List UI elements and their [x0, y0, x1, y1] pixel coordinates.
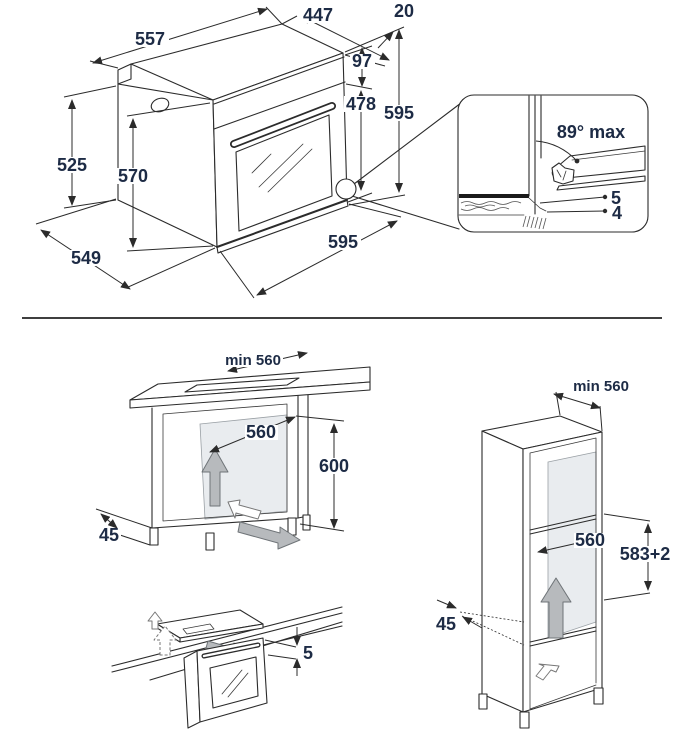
dim-label-min560-tall: min 560	[573, 378, 629, 395]
dim-label-447: 447	[302, 5, 334, 25]
label-gap-5: 5	[610, 188, 622, 208]
oven-back-notch	[118, 64, 131, 84]
dim-label-45-tall: 45	[435, 614, 457, 634]
dim-label-560-tall: 560	[574, 530, 606, 550]
dim-label-595-right: 595	[383, 103, 415, 123]
dim-label-549: 549	[70, 248, 102, 268]
cabinet-leg	[594, 688, 603, 704]
dim-label-20: 20	[393, 1, 415, 21]
tall-side-face	[482, 431, 523, 712]
dim-label-min560-base: min 560	[225, 352, 281, 369]
label-gap-4: 4	[611, 203, 623, 223]
dim-label-478: 478	[345, 94, 377, 114]
cabinet-leg	[206, 533, 214, 550]
cabinet-leg	[303, 515, 310, 530]
hinge-callout-circle	[336, 179, 356, 199]
worktop-edge	[459, 194, 529, 198]
dim-label-560-base: 560	[245, 422, 277, 442]
dim-label-570: 570	[117, 166, 149, 186]
callout-line-bottom	[352, 196, 459, 229]
cabinet-leg	[520, 712, 529, 728]
label-89-max: 89° max	[556, 122, 626, 142]
tall-cabinet-view	[436, 378, 670, 728]
dim-label-97: 97	[351, 51, 373, 71]
dim-label-557: 557	[134, 29, 166, 49]
dim-label-45-base: 45	[98, 525, 120, 545]
dim-label-600: 600	[318, 456, 350, 476]
cabinet-leg	[479, 694, 487, 709]
dim-label-525: 525	[56, 155, 88, 175]
hob-oven-view	[112, 607, 342, 728]
dim-label-583: 583+2	[619, 544, 671, 564]
dim-label-595-bottom: 595	[327, 232, 359, 252]
dim-label-5-hob: 5	[303, 643, 314, 663]
base-cabinet-view	[96, 352, 370, 550]
hinge-detail-view	[458, 95, 648, 232]
cabinet-leg	[150, 528, 158, 545]
oven-isometric-view	[118, 24, 461, 253]
